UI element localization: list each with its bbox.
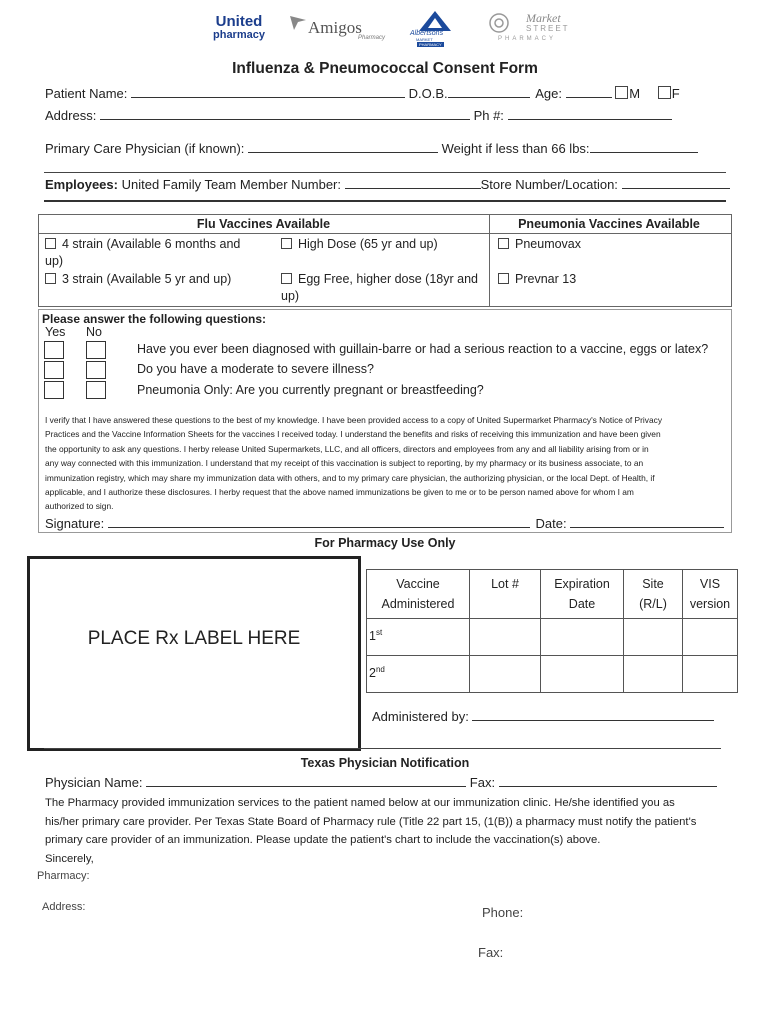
female-checkbox[interactable]: [658, 86, 671, 99]
row-2-lot-cell[interactable]: [470, 656, 541, 693]
patient-row-3: Primary Care Physician (if known): Weight if less than 66 lbs:: [45, 141, 698, 156]
question-1: Have you ever been diagnosed with guillain-barre or had a serious reaction to a vaccine, eggs or latex?: [137, 342, 709, 356]
q3-no-checkbox[interactable]: [86, 381, 106, 399]
flu-4-strain-option[interactable]: 4 strain (Available 6 months and up): [45, 237, 241, 268]
address-field[interactable]: [100, 108, 470, 120]
market-street-flower-icon: [488, 12, 510, 34]
amigos-star-icon: [288, 14, 308, 32]
physician-field[interactable]: [248, 141, 438, 153]
row-2-site-cell[interactable]: [624, 656, 683, 693]
texas-physician-name-field[interactable]: [146, 775, 466, 787]
q2-no-checkbox[interactable]: [86, 361, 106, 379]
pharmacy-use-header: For Pharmacy Use Only: [314, 536, 456, 550]
amigos-logo: Amigos Pharmacy: [288, 14, 392, 44]
store-location-field[interactable]: [622, 177, 730, 189]
pneumonia-vaccines-header: Pneumonia Vaccines Available: [518, 217, 700, 231]
phone-field[interactable]: [508, 108, 672, 120]
flu-4-strain-checkbox[interactable]: [45, 238, 56, 249]
vaccine-administered-header: Vaccine Administered: [367, 570, 470, 619]
no-label: No: [86, 325, 102, 339]
table-row: [367, 619, 738, 656]
q1-no-checkbox[interactable]: [86, 341, 106, 359]
form-title: Influenza & Pneumococcal Consent Form: [232, 60, 538, 77]
table-row: [367, 656, 738, 693]
age-field[interactable]: [566, 86, 612, 98]
texas-phone-label: Phone:: [482, 905, 524, 920]
texas-body: The Pharmacy provided immunization services to the patient named below at our immunization clinic. He/she identified you as his/her primary care provider. Per Texas State Board of Pharmacy rule (Title 22 part 15, (1(B)) a pharmacy must notify the patient's primary care provider of an immunization. Please update the patient's chart to include the vaccination(s) above. Sincerely,: [45, 797, 697, 865]
question-2: Do you have a moderate to severe illness?: [137, 362, 374, 376]
vaccines-header-rule: [38, 233, 731, 234]
employees-row: Employees: United Family Team Member Number: Store Number/Location:: [45, 177, 730, 192]
q2-yes-checkbox[interactable]: [44, 361, 64, 379]
texas-pharmacy-label: Pharmacy:: [37, 870, 90, 882]
row-2-vaccine-cell[interactable]: 2nd: [367, 656, 470, 693]
dob-field[interactable]: [448, 86, 530, 98]
team-member-number-field[interactable]: [345, 177, 481, 189]
row-1-vis-cell[interactable]: [683, 619, 738, 656]
flu-3-strain-option[interactable]: 3 strain (Available 5 yr and up): [45, 271, 231, 288]
q1-yes-checkbox[interactable]: [44, 341, 64, 359]
row-1-site-cell[interactable]: [624, 619, 683, 656]
q3-yes-checkbox[interactable]: [44, 381, 64, 399]
row-1-lot-cell[interactable]: [470, 619, 541, 656]
row-1-vaccine-cell[interactable]: 1st: [367, 619, 470, 656]
albertsons-logo: Albertsons MARKET PHARMACY: [408, 10, 464, 48]
flu-vaccines-header: Flu Vaccines Available: [196, 217, 331, 231]
texas-fax-field[interactable]: [499, 775, 717, 787]
table-header-row: [367, 570, 738, 619]
consent-statement: I verify that I have answered these questions to the best of my knowledge. I have been provided access to a copy of United Supermarket Pharmacy's Notice of Privacy Practices and the Vaccine Information Sheets for the vaccines I received today. I understand the benefits and risks of receiving this immunization and have been given the opportunity to ask any questions. I herby release United Supermarkets, LLC, and all officers, directors and employees from any and all liability arising from or in any way connected with this immunization. I understand that my receipt of this vaccination is subject to reporting, by my pharmacy or its business associate, to an immunization registry, which may share my immunization data with others, and to my primary care physician, the authorizing physician, or the local Dept. of Health, if applicable, and I authorize these disclosures. I herby request that the above named immunizations be given to me or to be person named above for whom I am authorized to sign.: [45, 415, 663, 512]
texas-fax-label: Fax:: [478, 945, 504, 960]
rx-label-box: [27, 556, 361, 751]
signature-field[interactable]: [108, 516, 530, 528]
flu-egg-free-option[interactable]: Egg Free, higher dose (18yr and up): [281, 272, 478, 303]
vaccine-administration-table: [366, 569, 738, 693]
pharmacy-bottom-rule: [44, 748, 721, 749]
expiration-date-header: Expiration Date: [541, 570, 624, 619]
lot-header: Lot #: [470, 570, 541, 619]
market-street-logo: Market STREET PHARMACY: [488, 12, 570, 46]
texas-notification-header: Texas Physician Notification: [300, 756, 470, 770]
patient-row-2: Address: Ph #:: [45, 108, 672, 123]
albertsons-a-icon: [418, 10, 452, 32]
questions-header: Please answer the following questions:: [42, 312, 267, 326]
signature-date-field[interactable]: [570, 516, 724, 528]
male-checkbox[interactable]: [615, 86, 628, 99]
row-2-vis-cell[interactable]: [683, 656, 738, 693]
row-2-expiration-cell[interactable]: [541, 656, 624, 693]
texas-physician-row: Physician Name: Fax:: [45, 775, 717, 790]
signature-row: Signature: Date:: [45, 516, 724, 531]
flu-egg-free-checkbox[interactable]: [281, 273, 292, 284]
weight-field[interactable]: [590, 141, 698, 153]
texas-address-label: Address:: [42, 901, 86, 913]
prevnar-option[interactable]: Prevnar 13: [498, 271, 576, 288]
prevnar-checkbox[interactable]: [498, 273, 509, 284]
yes-label: Yes: [45, 325, 66, 339]
administered-by-field[interactable]: [472, 709, 714, 721]
pneumovax-option[interactable]: Pneumovax: [498, 236, 581, 253]
site-header: Site (R/L): [624, 570, 683, 619]
united-pharmacy-logo: United pharmacy: [213, 13, 265, 41]
employees-top-rule: [44, 172, 726, 173]
patient-name-field[interactable]: [131, 86, 405, 98]
rx-label-text: PLACE Rx LABEL HERE: [87, 628, 301, 649]
employees-bottom-rule: [44, 200, 726, 202]
patient-row-1: Patient Name: D.O.B. Age: M F: [45, 86, 680, 101]
vis-version-header: VIS version: [683, 570, 738, 619]
flu-high-dose-checkbox[interactable]: [281, 238, 292, 249]
question-3: Pneumonia Only: Are you currently pregnant or breastfeeding?: [137, 383, 484, 397]
flu-high-dose-option[interactable]: High Dose (65 yr and up): [281, 236, 438, 253]
pneumovax-checkbox[interactable]: [498, 238, 509, 249]
flu-3-strain-checkbox[interactable]: [45, 273, 56, 284]
administered-by-row: Administered by:: [372, 709, 714, 724]
row-1-expiration-cell[interactable]: [541, 619, 624, 656]
